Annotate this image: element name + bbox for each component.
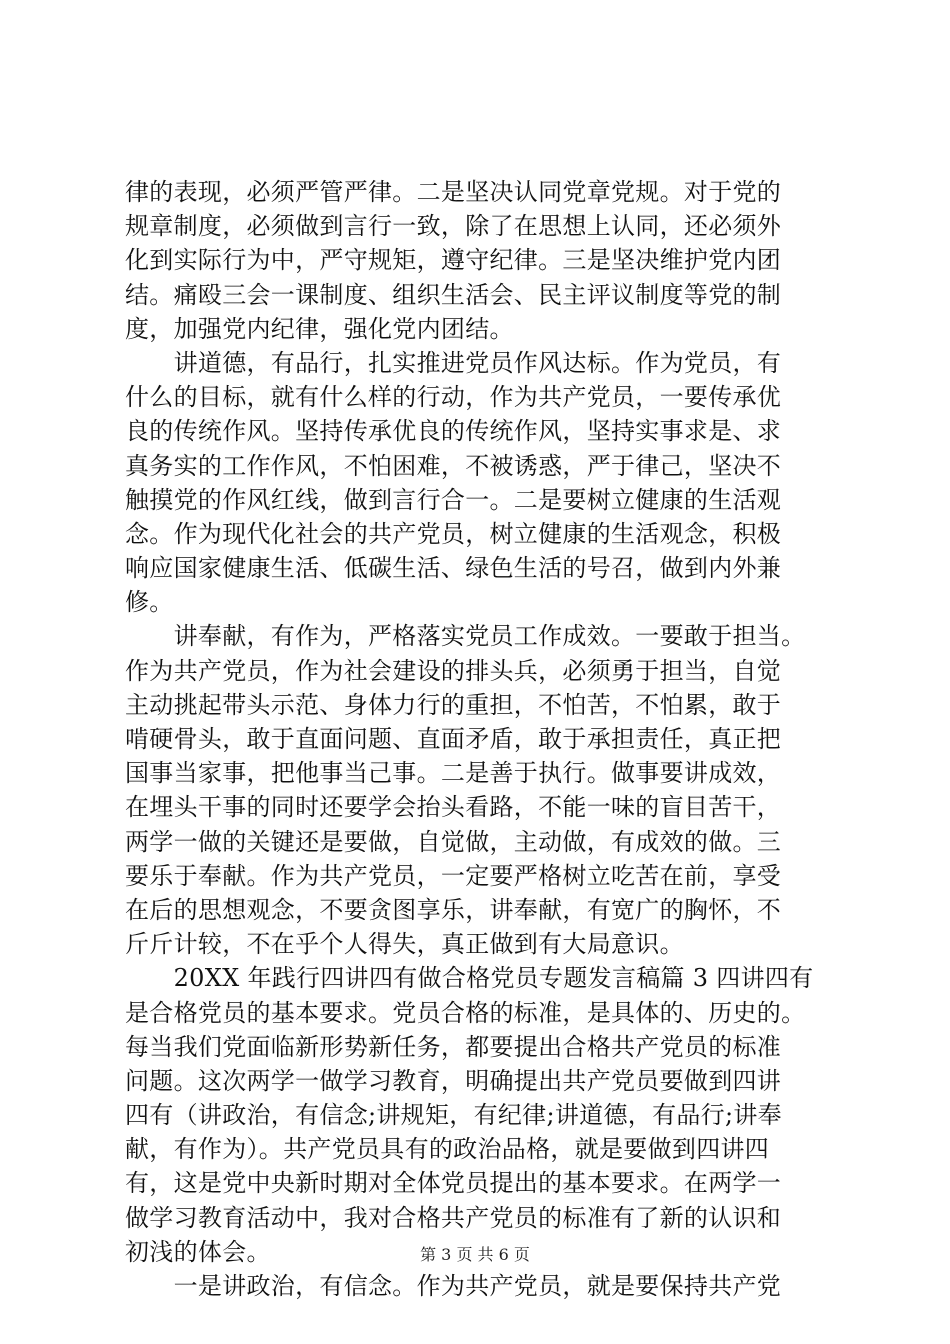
- text-line: 规章制度，必须做到言行一致，除了在思想上认同，还必须外: [125, 212, 782, 241]
- text-line: 每当我们党面临新形势新任务，都要提出合格共产党员的标准: [125, 1032, 782, 1061]
- text-line: 律的表现，必须严管严律。二是坚决认同党章党规。对于党的: [125, 178, 782, 206]
- text-line: 触摸党的作风红线，做到言行合一。二是要树立健康的生活观: [125, 485, 782, 514]
- text-line: 20XX 年践行四讲四有做合格党员专题发言稿篇 3 四讲四有: [125, 964, 814, 993]
- text-line: 斤斤计较，不在乎个人得失，真正做到有大局意识。: [125, 930, 684, 959]
- text-line: 在埋头干事的同时还要学会抬头看路，不能一味的盲目苦干，: [125, 793, 782, 822]
- text-line: 化到实际行为中，严守规矩，遵守纪律。三是坚决维护党内团: [125, 246, 782, 275]
- text-line: 讲道德，有品行，扎实推进党员作风达标。作为党员，有: [125, 348, 782, 377]
- text-line: 问题。这次两学一做学习教育，明确提出共产党员要做到四讲: [125, 1066, 782, 1095]
- page-footer: 第 3 页 共 6 页: [420, 1245, 530, 1264]
- text-line: 真务实的工作作风，不怕困难，不被诱惑，严于律己，坚决不: [125, 451, 782, 480]
- text-line: 四有（讲政治，有信念;讲规矩，有纪律;讲道德，有品行;讲奉: [125, 1101, 782, 1130]
- text-line: 要乐于奉献。作为共产党员，一定要严格树立吃苦在前，享受: [125, 861, 782, 890]
- text-line: 做学习教育活动中，我对合格共产党员的标准有了新的认识和: [125, 1203, 782, 1232]
- text-line: 结。痛殴三会一课制度、组织生活会、民主评议制度等党的制: [125, 280, 782, 309]
- text-line: 什么的目标，就有什么样的行动，作为共产党员，一要传承优: [125, 383, 782, 412]
- text-line: 在后的思想观念，不要贪图享乐，讲奉献，有宽广的胸怀，不: [125, 895, 782, 924]
- text-line: 献，有作为）。共产党员具有的政治品格，就是要做到四讲四: [125, 1135, 770, 1164]
- text-line: 良的传统作风。坚持传承优良的传统作风，坚持实事求是、求: [125, 417, 782, 446]
- text-line: 两学一做的关键还是要做，自觉做，主动做，有成效的做。三: [125, 827, 782, 856]
- text-line: 作为共产党员，作为社会建设的排头兵，必须勇于担当，自觉: [125, 656, 782, 685]
- text-line: 啃硬骨头，敢于直面问题、直面矛盾，敢于承担责任，真正把: [125, 725, 782, 753]
- text-line: 响应国家健康生活、低碳生活、绿色生活的号召，做到内外兼: [125, 554, 782, 583]
- text-line: 修。: [125, 588, 174, 617]
- text-line: 度，加强党内纪律，强化党内团结。: [125, 314, 514, 343]
- text-line: 有，这是党中央新时期对全体党员提出的基本要求。在两学一: [125, 1169, 782, 1198]
- text-line: 念。作为现代化社会的共产党员，树立健康的生活观念，积极: [125, 519, 782, 548]
- text-line: 主动挑起带头示范、身体力行的重担，不怕苦，不怕累，敢于: [125, 690, 782, 719]
- text-line: 是合格党员的基本要求。党员合格的标准，是具体的、历史的。: [125, 998, 806, 1027]
- text-line: 一是讲政治，有信念。作为共产党员，就是要保持共产党: [125, 1272, 782, 1300]
- document-body: [125, 175, 837, 1303]
- text-line: 初浅的体会。: [125, 1237, 271, 1266]
- text-line: 国事当家事，把他事当己事。二是善于执行。做事要讲成效，: [125, 759, 782, 788]
- text-line: 讲奉献，有作为，严格落实党员工作成效。一要敢于担当。: [125, 622, 806, 651]
